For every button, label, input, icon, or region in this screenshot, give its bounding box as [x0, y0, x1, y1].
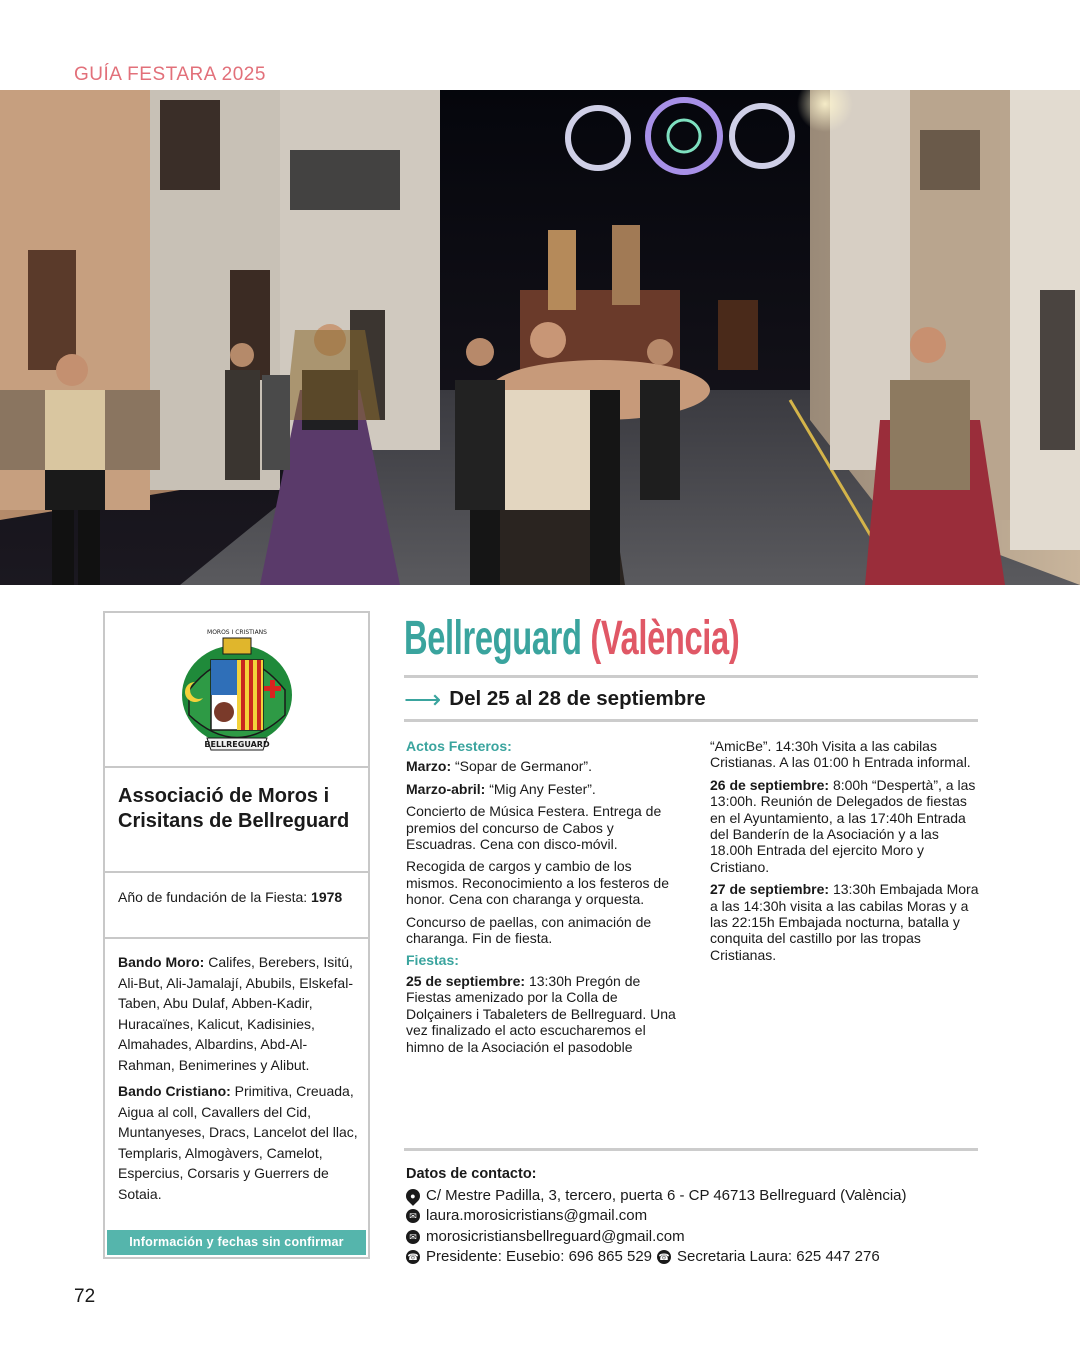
association-name: Associació de Moros i Crisitans de Bellreguard	[105, 768, 368, 873]
email-row-1[interactable]	[406, 1206, 1006, 1227]
bando-moro-label: Bando Moro:	[118, 954, 205, 970]
bando-moro-text: Califes, Berebers, Isitú, Ali-But, Ali-Jamalají, Abubils, Elskefal-Taben, Abu Dulaf, Abben-Kadir, Huracaïnes, Kalicut, Kadisinies, Almahades, Albardins, Abd-Al-Rahman, Benimerines y Alibut.	[118, 954, 353, 1073]
association-crest	[105, 613, 368, 768]
phone-secretary[interactable]: Secretaria Laura: 625 447 276	[677, 1248, 880, 1265]
day-26-text: 8:00h “Despertà”, a las 13:00h. Reunión de Delegados de fiestas en el Ayuntamiento, a las 17:40h Entrada del Banderín de la Asociación y a las 18.00h Entrada del ejercito Moro y Cristiano.	[710, 776, 976, 875]
actos-heading: Actos Festeros:	[406, 738, 512, 754]
bando-cristiano-text: Primitiva, Creuada, Aigua al coll, Cavallers del Cid, Muntanyeses, Dracs, Lancelot del llac, Templaris, Almogàvers, Camelot, Espercius, Corsaris y Guerrers de Sotaia.	[118, 1083, 358, 1202]
hero-photo	[0, 90, 1080, 585]
running-head: GUÍA FESTARA 2025	[74, 64, 266, 85]
phone-row	[406, 1247, 1006, 1268]
page-title	[404, 604, 739, 674]
envelope-icon: ✉	[406, 1230, 420, 1244]
crest-label: BELLREGUARD	[203, 739, 270, 749]
day-25-text: 13:30h Pregón de Fiestas amenizado por la Colla de Dolçainers i Tabaleters de Bellreguard. Una vez finalizado el acto escucharemos el himno de la Asociación el pasodoble	[406, 972, 676, 1055]
founded-label: Año de fundación de la Fiesta:	[118, 889, 308, 905]
marzo-text: “Sopar de Germanor”.	[455, 758, 592, 775]
bando-cristiano-label: Bando Cristiano:	[118, 1083, 231, 1099]
marzo-abril-item	[406, 781, 678, 797]
fiestas-heading: Fiestas:	[406, 952, 459, 969]
day-25-continued: “AmicBe”. 14:30h Visita a las cabilas Cristianas. A las 01:00 h Entrada informal.	[710, 738, 971, 771]
day-25-item	[406, 973, 678, 1055]
envelope-icon: ✉	[406, 1209, 420, 1223]
address-row	[406, 1186, 1006, 1207]
arrow-right-icon: ⟶	[404, 684, 442, 714]
bandos-list	[105, 939, 368, 1204]
unconfirmed-note: Información y fechas sin confirmar	[107, 1230, 366, 1255]
day-27-item	[710, 881, 982, 963]
marzo-label: Marzo:	[406, 758, 452, 775]
marzo-abril-label: Marzo-abril:	[406, 780, 486, 797]
recogida-paragraph: Recogida de cargos y cambio de los mismos. Reconocimiento a los festeros de honor. Cena con charanga y orquesta.	[406, 858, 669, 908]
page-number: 72	[74, 1286, 96, 1307]
email-1[interactable]: laura.morosicristians@gmail.com	[426, 1207, 648, 1224]
program-column-1	[406, 738, 678, 1061]
bando-moro	[118, 952, 359, 1075]
phone-icon: ☎	[407, 1252, 419, 1263]
event-dates	[404, 684, 706, 714]
concurso-paragraph: Concurso de paellas, con animación de charanga. Fin de fiesta.	[406, 913, 652, 947]
dates-rule	[404, 719, 978, 722]
email-row-2[interactable]	[406, 1227, 1006, 1248]
day-26-label: 26 de septiembre:	[710, 776, 830, 793]
association-info-box	[103, 611, 370, 1259]
founding-info	[105, 873, 368, 939]
map-pin-icon: ●	[403, 1186, 423, 1206]
concierto-paragraph: Concierto de Música Festera. Entrega de premios del concurso de Cabos y Escuadras. Cena con disco-móvil.	[406, 803, 662, 853]
marzo-abril-text: “Mig Any Fester”.	[489, 780, 596, 797]
crest-emblem	[167, 620, 307, 760]
contact-heading: Datos de contacto:	[406, 1166, 537, 1182]
contact-block	[406, 1164, 1006, 1268]
day-27-label: 27 de septiembre:	[710, 881, 830, 898]
email-2[interactable]: morosicristiansbellreguard@gmail.com	[426, 1227, 685, 1245]
marzo-item	[406, 758, 678, 774]
title-region: (València)	[590, 612, 740, 665]
founded-year: 1978	[311, 889, 343, 905]
day-25-label: 25 de septiembre:	[406, 972, 526, 989]
day-26-item	[710, 777, 982, 875]
bando-cristiano	[118, 1081, 359, 1204]
dates-text: Del 25 al 28 de septiembre	[449, 687, 706, 710]
crest-banner: MOROS I CRISTIANS	[206, 628, 267, 636]
title-rule	[404, 675, 978, 678]
program-column-2	[710, 738, 982, 969]
phone-icon: ☎	[658, 1252, 670, 1263]
phone-president[interactable]: Presidente: Eusebio: 696 865 529	[426, 1248, 653, 1265]
day-27-text: 13:30h Embajada Mora a las 14:30h visita a las cabilas Moras y a las 22:15h Embajada nocturna, batalla y conquita del castillo por las tropas Cristianas.	[710, 881, 979, 963]
address-text: C/ Mestre Padilla, 3, tercero, puerta 6 - CP 46713 Bellreguard (València)	[426, 1186, 907, 1204]
contact-rule	[404, 1148, 978, 1151]
title-town: Bellreguard	[404, 612, 582, 665]
